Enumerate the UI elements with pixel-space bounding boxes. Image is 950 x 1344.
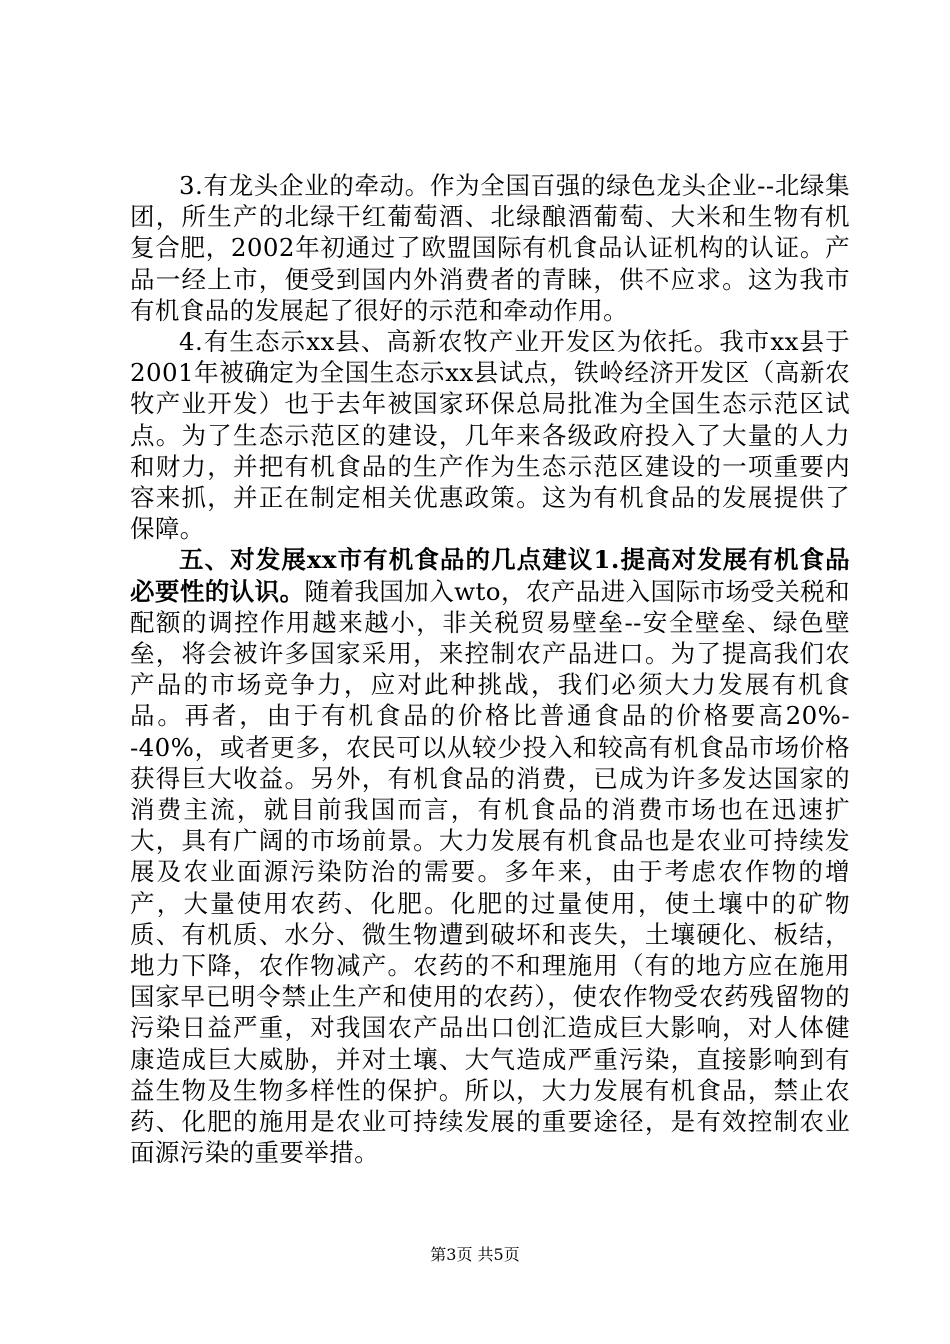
paragraph-recommendations-body: 随着我国加入wto，农产品进入国际市场受关税和配额的调控作用越来越小，非关税贸易壁垒--安全壁垒、绿色壁垒，将会被许多国家采用，来控制农产品进口。为了提高我们农产品的市场竞争力，应对此种挑战，我们必须大力发展有机食品。再者，由于有机食品的价格比普通食品的价格要高20%--40%，或者更多，农民可以从较少投入和较高有机食品市场价格获得巨大收益。另外，有机食品的消费，已成为许多发达国家的消费主流，就目前我国而言，有机食品的消费市场也在迅速扩大，具有广阔的市场前景。大力发展有机食品也是农业可持续发展及农业面源污染防治的需要。多年来，由于考虑农作物的增产，大量使用农药、化肥。化肥的过量使用，使土壤中的矿物质、有机质、水分、微生物遭到破坏和丧失，土壤硬化、板结，地力下降，农作物减产。农药的不和理施用（有的地方应在施用国家早已明令禁止生产和使用的农药），使农作物受农药残留物的污染日益严重，对我国农产品出口创汇造成巨大影响，对人体健康造成巨大威胁，并对土壤、大气造成严重污染，直接影响到有益生物及生物多样性的保护。所以，大力发展有机食品，禁止农药、化肥的施用是农业可持续发展的重要途径，是有效控制农业面源污染的重要举措。	[130, 576, 850, 1168]
paragraph-recommendations	[130, 544, 850, 1168]
section-heading: 五、对发展xx市有机食品的几点建议1.提高对发展有机食品必要性的认识。	[130, 545, 850, 606]
page-number: 第3页 共5页	[430, 1245, 520, 1264]
paragraph-eco-demonstration: 4.有生态示xx县、高新农牧产业开发区为依托。我市xx县于2001年被确定为全国生态示xx县试点，铁岭经济开发区（高新农牧产业开发）也于去年被国家环保总局批准为全国生态示范区试点。为了生态示范区的建设，几年来各级政府投入了大量的人力和财力，并把有机食品的生产作为生态示范区建设的一项重要内容来抓，并正在制定相关优惠政策。这为有机食品的发展提供了保障。	[130, 327, 850, 544]
paragraph-leading-enterprise: 3.有龙头企业的牵动。作为全国百强的绿色龙头企业--北绿集团，所生产的北绿干红葡萄酒、北绿酿酒葡萄、大米和生物有机复合肥，2002年初通过了欧盟国际有机食品认证机构的认证。产品一经上市，便受到国内外消费者的青睐，供不应求。这为我市有机食品的发展起了很好的示范和牵动作用。	[130, 171, 850, 325]
page-footer	[0, 1245, 950, 1265]
body-text	[130, 170, 850, 1169]
